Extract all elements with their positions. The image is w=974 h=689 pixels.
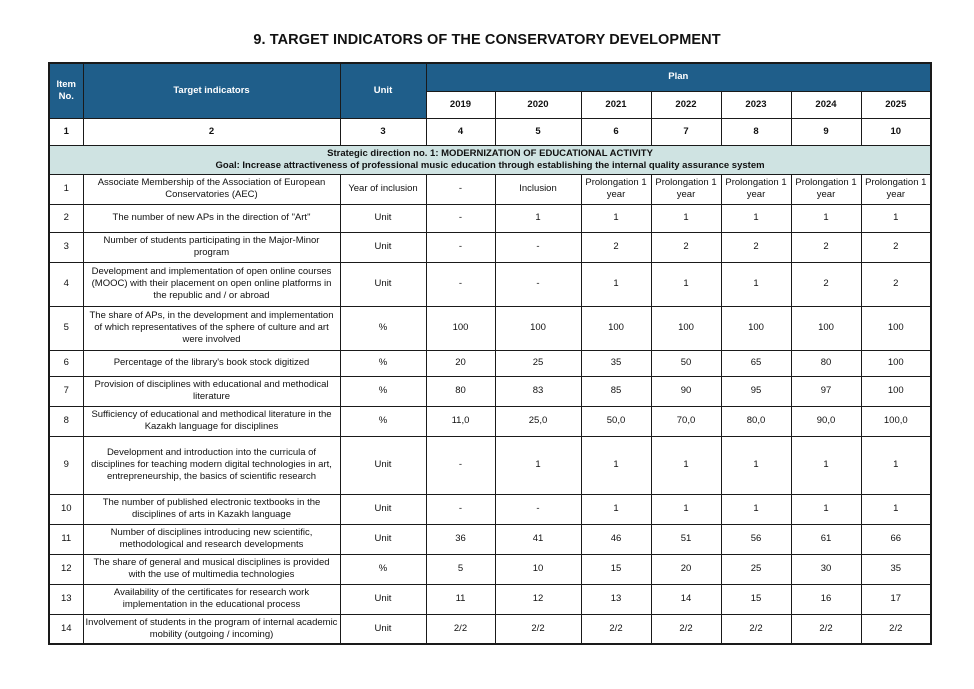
row-value: 100 — [651, 306, 721, 350]
row-value: 2/2 — [721, 614, 791, 644]
row-value: Inclusion — [495, 174, 581, 204]
row-unit: % — [340, 406, 426, 436]
row-item-no: 10 — [49, 494, 83, 524]
row-value: 46 — [581, 524, 651, 554]
row-value: - — [495, 262, 581, 306]
row-value: - — [426, 174, 495, 204]
row-value: 100 — [861, 350, 931, 376]
header-year: 2024 — [791, 91, 861, 118]
column-number: 8 — [721, 118, 791, 145]
table-row — [49, 406, 931, 436]
row-value: 11,0 — [426, 406, 495, 436]
row-indicator: Involvement of students in the program of internal academic mobility (outgoing / incoming) — [83, 614, 340, 644]
row-indicator: The number of new APs in the direction of "Art" — [83, 204, 340, 232]
header-year: 2019 — [426, 91, 495, 118]
row-value: 51 — [651, 524, 721, 554]
row-value: 16 — [791, 584, 861, 614]
row-value: 100 — [861, 306, 931, 350]
row-value: 11 — [426, 584, 495, 614]
row-value: 65 — [721, 350, 791, 376]
row-value: 1 — [581, 436, 651, 494]
table-row — [49, 174, 931, 204]
row-value: 36 — [426, 524, 495, 554]
row-indicator: The share of general and musical disciplines is provided with the use of multimedia technologies — [83, 554, 340, 584]
row-value: 13 — [581, 584, 651, 614]
row-indicator: Associate Membership of the Association of European Conservatories (AEC) — [83, 174, 340, 204]
row-value: 80 — [791, 350, 861, 376]
row-value: - — [426, 262, 495, 306]
row-value: 83 — [495, 376, 581, 406]
row-unit: Unit — [340, 524, 426, 554]
row-value: 50,0 — [581, 406, 651, 436]
row-value: Prolongation 1 year — [581, 174, 651, 204]
header-year: 2021 — [581, 91, 651, 118]
row-item-no: 2 — [49, 204, 83, 232]
row-value: 100 — [721, 306, 791, 350]
row-indicator: Development and introduction into the curricula of disciplines for teaching modern digital technologies in art, entrepreneurship, the basics of scientific research — [83, 436, 340, 494]
row-value: 90,0 — [791, 406, 861, 436]
row-value: 25 — [495, 350, 581, 376]
row-value: 2/2 — [581, 614, 651, 644]
row-unit: % — [340, 554, 426, 584]
row-value: - — [495, 494, 581, 524]
table-row — [49, 232, 931, 262]
header-year: 2022 — [651, 91, 721, 118]
row-value: 2/2 — [651, 614, 721, 644]
row-value: 100 — [426, 306, 495, 350]
row-value: 1 — [861, 494, 931, 524]
row-value: 15 — [581, 554, 651, 584]
row-value: 12 — [495, 584, 581, 614]
row-item-no: 6 — [49, 350, 83, 376]
row-indicator: Provision of disciplines with educational and methodical literature — [83, 376, 340, 406]
header-year: 2020 — [495, 91, 581, 118]
header-item-no: Item No. — [49, 63, 83, 118]
target-indicators-table — [48, 62, 932, 645]
strategic-goal: Goal: Increase attractiveness of professional music education through establishing the internal quality assurance system — [215, 159, 765, 171]
row-value: 1 — [581, 494, 651, 524]
table-row — [49, 494, 931, 524]
row-value: 70,0 — [651, 406, 721, 436]
row-value: 35 — [861, 554, 931, 584]
row-value: - — [426, 494, 495, 524]
row-indicator: Development and implementation of open online courses (MOOC) with their placement on open online platforms in the republic and / or abroad — [83, 262, 340, 306]
strategic-direction-title: Strategic direction no. 1: MODERNIZATION OF EDUCATIONAL ACTIVITY — [327, 147, 653, 159]
row-value: 2 — [721, 232, 791, 262]
row-value: 2/2 — [495, 614, 581, 644]
row-unit: % — [340, 306, 426, 350]
column-number: 9 — [791, 118, 861, 145]
row-item-no: 5 — [49, 306, 83, 350]
row-value: 100 — [791, 306, 861, 350]
strategic-direction — [49, 145, 931, 174]
row-value: 1 — [721, 436, 791, 494]
row-value: 20 — [426, 350, 495, 376]
row-item-no: 4 — [49, 262, 83, 306]
row-value: 41 — [495, 524, 581, 554]
table-row — [49, 204, 931, 232]
row-unit: Unit — [340, 494, 426, 524]
row-item-no: 7 — [49, 376, 83, 406]
header-target-indicators: Target indicators — [83, 63, 340, 118]
row-value: 2 — [791, 262, 861, 306]
row-value: 17 — [861, 584, 931, 614]
row-value: 1 — [861, 436, 931, 494]
column-number: 10 — [861, 118, 931, 145]
row-indicator: Number of disciplines introducing new scientific, methodological and research developments — [83, 524, 340, 554]
row-unit: Unit — [340, 584, 426, 614]
row-item-no: 13 — [49, 584, 83, 614]
row-value: 1 — [651, 204, 721, 232]
row-unit: Unit — [340, 436, 426, 494]
row-value: 100 — [495, 306, 581, 350]
header-year: 2023 — [721, 91, 791, 118]
row-value: 1 — [721, 262, 791, 306]
row-unit: Unit — [340, 204, 426, 232]
row-value: 85 — [581, 376, 651, 406]
row-item-no: 8 — [49, 406, 83, 436]
table-row — [49, 614, 931, 644]
row-value: 66 — [861, 524, 931, 554]
column-number: 6 — [581, 118, 651, 145]
row-unit: % — [340, 376, 426, 406]
row-value: 10 — [495, 554, 581, 584]
row-value: 100 — [581, 306, 651, 350]
row-value: 2 — [791, 232, 861, 262]
row-value: 1 — [651, 262, 721, 306]
header-plan: Plan — [426, 63, 931, 91]
row-indicator: The share of APs, in the development and implementation of which representatives of the sphere of culture and art were involved — [83, 306, 340, 350]
header-unit: Unit — [340, 63, 426, 118]
row-indicator: Sufficiency of educational and methodical literature in the Kazakh language for disciplines — [83, 406, 340, 436]
row-value: Prolongation 1 year — [651, 174, 721, 204]
row-item-no: 11 — [49, 524, 83, 554]
row-value: 1 — [651, 494, 721, 524]
row-value: 1 — [651, 436, 721, 494]
row-value: Prolongation 1 year — [861, 174, 931, 204]
row-value: 1 — [581, 262, 651, 306]
row-value: 1 — [791, 436, 861, 494]
row-item-no: 9 — [49, 436, 83, 494]
row-value: Prolongation 1 year — [721, 174, 791, 204]
column-number: 2 — [83, 118, 340, 145]
row-indicator: Percentage of the library's book stock digitized — [83, 350, 340, 376]
table-row — [49, 436, 931, 494]
row-value: 80,0 — [721, 406, 791, 436]
row-value: 1 — [791, 494, 861, 524]
table-row — [49, 262, 931, 306]
row-value: 1 — [581, 204, 651, 232]
row-unit: Unit — [340, 232, 426, 262]
row-value: - — [426, 436, 495, 494]
table-row — [49, 584, 931, 614]
row-value: 56 — [721, 524, 791, 554]
column-number: 5 — [495, 118, 581, 145]
row-value: 2 — [581, 232, 651, 262]
row-value: 1 — [791, 204, 861, 232]
row-item-no: 14 — [49, 614, 83, 644]
table-row — [49, 376, 931, 406]
row-value: 90 — [651, 376, 721, 406]
row-value: 2 — [861, 262, 931, 306]
row-value: 25 — [721, 554, 791, 584]
row-unit: Year of inclusion — [340, 174, 426, 204]
row-value: 100,0 — [861, 406, 931, 436]
row-value: - — [426, 232, 495, 262]
row-value: 2 — [861, 232, 931, 262]
column-number: 3 — [340, 118, 426, 145]
row-value: 1 — [495, 204, 581, 232]
row-value: 61 — [791, 524, 861, 554]
row-value: 2/2 — [426, 614, 495, 644]
row-value: - — [495, 232, 581, 262]
row-item-no: 3 — [49, 232, 83, 262]
page-title: 9. TARGET INDICATORS OF THE CONSERVATORY DEVELOPMENT — [253, 32, 721, 48]
row-indicator: The number of published electronic textbooks in the disciplines of arts in Kazakh language — [83, 494, 340, 524]
row-item-no: 12 — [49, 554, 83, 584]
row-value: 25,0 — [495, 406, 581, 436]
row-value: 100 — [861, 376, 931, 406]
row-value: - — [426, 204, 495, 232]
column-number: 7 — [651, 118, 721, 145]
row-value: 95 — [721, 376, 791, 406]
column-number: 1 — [49, 118, 83, 145]
row-value: 5 — [426, 554, 495, 584]
row-indicator: Number of students participating in the Major-Minor program — [83, 232, 340, 262]
table-row — [49, 554, 931, 584]
row-indicator: Availability of the certificates for research work implementation in the educational process — [83, 584, 340, 614]
row-value: 1 — [721, 204, 791, 232]
row-unit: Unit — [340, 614, 426, 644]
table-row — [49, 306, 931, 350]
row-value: 35 — [581, 350, 651, 376]
row-value: 2/2 — [791, 614, 861, 644]
row-value: 15 — [721, 584, 791, 614]
row-value: 30 — [791, 554, 861, 584]
row-unit: % — [340, 350, 426, 376]
column-number: 4 — [426, 118, 495, 145]
row-value: 20 — [651, 554, 721, 584]
row-unit: Unit — [340, 262, 426, 306]
row-value: 14 — [651, 584, 721, 614]
row-value: 2/2 — [861, 614, 931, 644]
row-value: 1 — [861, 204, 931, 232]
table-row — [49, 524, 931, 554]
row-item-no: 1 — [49, 174, 83, 204]
row-value: 50 — [651, 350, 721, 376]
row-value: 2 — [651, 232, 721, 262]
row-value: 80 — [426, 376, 495, 406]
row-value: 1 — [721, 494, 791, 524]
table-row — [49, 350, 931, 376]
header-year: 2025 — [861, 91, 931, 118]
row-value: 97 — [791, 376, 861, 406]
row-value: 1 — [495, 436, 581, 494]
row-value: Prolongation 1 year — [791, 174, 861, 204]
